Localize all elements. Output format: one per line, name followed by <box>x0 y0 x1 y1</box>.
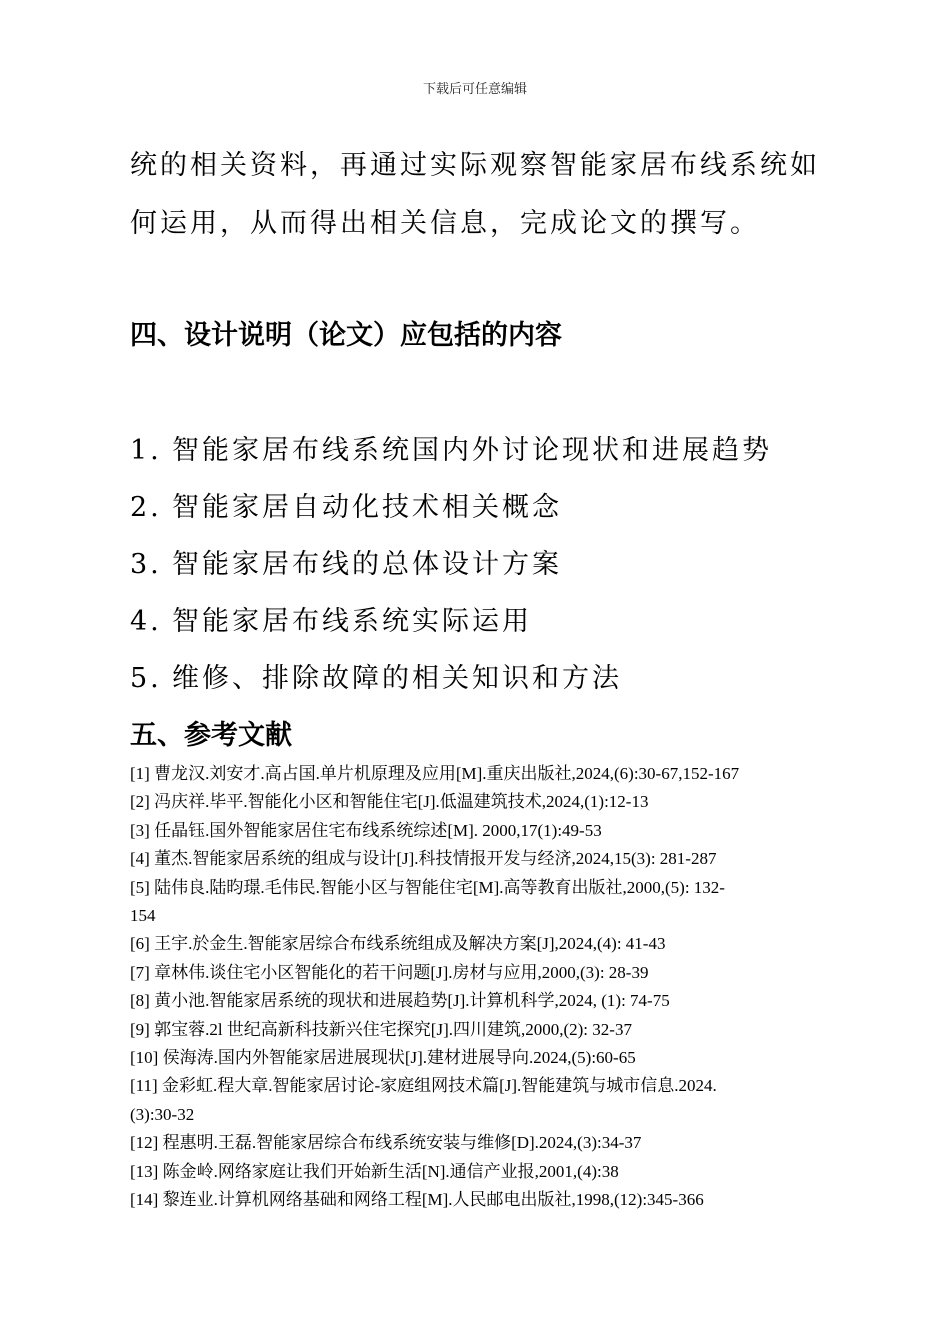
list-item-number: 4. <box>130 606 162 637</box>
page-header: 下载后可任意编辑 <box>422 82 527 97</box>
reference-item-continuation: (3):30-32 <box>130 1104 195 1124</box>
list-item <box>130 485 562 524</box>
reference-item: [9] 郭宝蓉.2l 世纪高新科技新兴住宅探究[J].四川建筑,2000,(2): 32-37 <box>130 1019 632 1039</box>
reference-item-continuation: 154 <box>130 906 156 926</box>
intro-line-1: 统的相关资料，再通过实际观察智能家居布线系统如 <box>130 150 820 181</box>
reference-list <box>130 760 830 1215</box>
list-item <box>130 428 772 467</box>
list-item-text: 智能家居布线的总体设计方案 <box>172 549 562 580</box>
reference-item: [1] 曹龙汉.刘安才.高占国.单片机原理及应用[M].重庆出版社,2024,(6):30-67,152-167 <box>130 764 740 783</box>
list-item-number: 2. <box>130 492 162 523</box>
reference-item: [2] 冯庆祥.毕平.智能化小区和智能住宅[J].低温建筑技术,2024,(1):12-13 <box>130 792 649 812</box>
reference-item: [7] 章林伟.谈住宅小区智能化的若干问题[J].房材与应用,2000,(3): 28-39 <box>130 962 649 982</box>
list-item-number: 5. <box>130 663 162 694</box>
reference-item: [8] 黄小池.智能家居系统的现状和进展趋势[J].计算机科学,2024, (1): 74-75 <box>130 991 670 1011</box>
reference-item: [6] 王宇.於金生.智能家居综合布线系统组成及解决方案[J],2024,(4): 41-43 <box>130 934 666 954</box>
reference-item: [11] 金彩虹.程大章.智能家居讨论-家庭组网技术篇[J].智能建筑与城市信息.2024. <box>130 1076 717 1096</box>
list-item-number: 1. <box>130 435 162 466</box>
list-item-text: 智能家居布线系统国内外讨论现状和进展趋势 <box>172 435 772 466</box>
list-item-text: 智能家居布线系统实际运用 <box>172 606 532 637</box>
reference-item: [13] 陈金岭.网络家庭让我们开始新生活[N].通信产业报,2001,(4):38 <box>130 1161 619 1181</box>
section-5-title: 五、参考文献 <box>130 720 292 751</box>
list-item-text: 智能家居自动化技术相关概念 <box>172 492 562 523</box>
reference-item: [5] 陆伟良.陆昀璟.毛伟民.智能小区与智能住宅[M].高等教育出版社,2000,(5): 132- <box>130 877 725 897</box>
list-item <box>130 542 562 581</box>
list-item-number: 3. <box>130 549 162 580</box>
section-4-title: 四、设计说明（论文）应包括的内容 <box>130 320 562 351</box>
reference-item: [14] 黎连业.计算机网络基础和网络工程[M].人民邮电出版社,1998,(12):345-366 <box>130 1190 704 1210</box>
list-item <box>130 656 622 695</box>
reference-item: [3] 任晶钰.国外智能家居住宅布线系统综述[M]. 2000,17(1):49-53 <box>130 820 602 840</box>
reference-item: [12] 程惠明.王磊.智能家居综合布线系统安装与维修[D].2024,(3):34-37 <box>130 1133 642 1153</box>
list-item-text: 维修、排除故障的相关知识和方法 <box>172 663 622 694</box>
reference-item: [4] 董杰.智能家居系统的组成与设计[J].科技情报开发与经济,2024,15(3): 281-287 <box>130 849 717 869</box>
reference-item: [10] 侯海涛.国内外智能家居进展现状[J].建材进展导向.2024,(5):60-65 <box>130 1048 636 1068</box>
list-item <box>130 599 532 638</box>
intro-line-2: 何运用，从而得出相关信息，完成论文的撰写。 <box>130 208 760 239</box>
